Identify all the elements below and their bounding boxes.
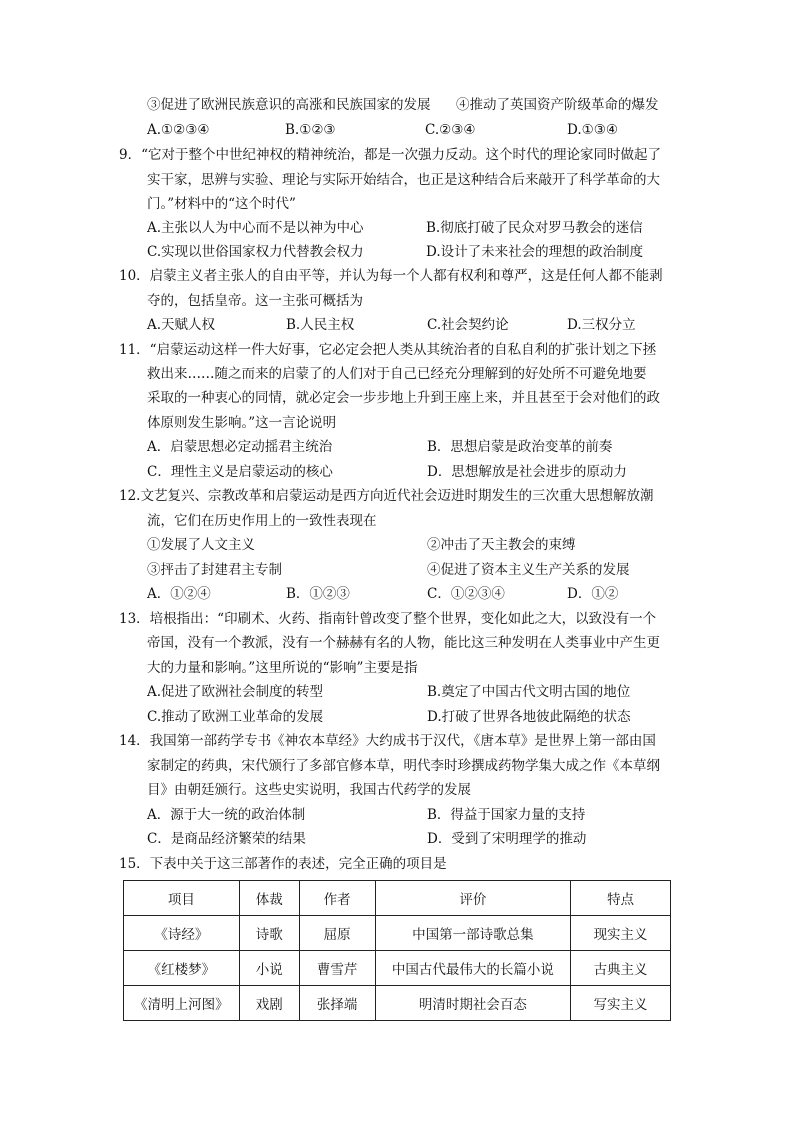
q8-option-d: D.①③④ [567,122,618,138]
q13-stem-line-1: 13．培根指出：“印刷术、火药、指南针曾改变了整个世界，变化如此之大，以致没有一个 [119,611,657,627]
q9-option-c: C.实现以世俗国家权力代替教会权力 [147,244,364,260]
q12-statement-1: ①发展了人文主义 [147,537,255,553]
q8-option-b: B.①②③ [285,122,336,138]
q13-option-c: C.推动了欧洲工业革命的发展 [147,709,324,725]
table-cell: 中国第一部诗歌总集 [375,916,571,951]
table-cell: 屈原 [299,916,375,951]
q13-option-d: D.打破了世界各地彼此隔绝的状态 [427,709,631,725]
q14-stem-line-1: 14．我国第一部药学专书《神农本草经》大约成书于汉代，《唐本草》是世界上第一部由国 [119,733,656,749]
q13-option-b: B.奠定了中国古代文明古国的地位 [427,684,631,700]
q11-option-b: B．思想启蒙是政治变革的前奏 [427,439,613,455]
q9-option-a: A.主张以人为中心而不是以神为中心 [147,220,364,236]
q10-option-c: C.社会契约论 [427,317,509,333]
works-table [123,880,671,1021]
table-header-row [124,881,671,916]
header-author: 作者 [299,881,375,916]
q11-option-a: A．启蒙思想必定动摇君主统治 [147,439,333,455]
table-cell: 《清明上河图》 [124,986,240,1021]
q11-option-c: C．理性主义是启蒙运动的核心 [147,464,333,480]
header-genre: 体裁 [239,881,299,916]
q8-option-a: A.①②③④ [147,122,210,138]
q10-stem-line-2: 夺的，包括皇帝。这一主张可概括为 [147,293,363,309]
q14-stem-line-3: 目》由朝廷颁行。这些史实说明，我国古代药学的发展 [147,782,471,798]
table-cell: 中国古代最伟大的长篇小说 [375,951,571,986]
table-cell: 戏剧 [239,986,299,1021]
q12-statement-4: ④促进了资本主义生产关系的发展 [427,562,630,578]
q9-option-d: D.设计了未来社会的理想的政治制度 [426,244,644,260]
table-cell: 《诗经》 [124,916,240,951]
table-cell: 古典主义 [571,951,671,986]
table-cell: 《红楼梦》 [124,951,240,986]
q13-stem-line-3: 大的力量和影响。”这里所说的“影响”主要是指 [147,660,418,676]
table-cell: 明清时期社会百态 [375,986,571,1021]
q10-option-a: A.天赋人权 [147,317,216,333]
q8-statement-3: ③促进了欧洲民族意识的高涨和民族国家的发展 [147,97,431,113]
q8-option-c: C.②③④ [425,122,476,138]
q11-stem-line-3: 采取的一种衷心的同情，就必定会一步步地上升到王座上来，并且甚至于会对他们的政 [147,390,660,406]
q12-option-c: C．①②③④ [427,586,505,602]
q12-statement-3: ③抨击了封建君主专制 [147,562,282,578]
q12-option-a: A．①②④ [147,586,211,602]
q10-stem-line-1: 10．启蒙主义者主张人的自由平等，并认为每一个人都有权利和尊严，这是任何人都不能剥 [119,268,663,284]
q10-option-b: B.人民主权 [286,317,355,333]
table-row [124,916,671,951]
q11-stem-line-1: 11．“启蒙运动这样一件大好事，它必定会把人类从其统治者的自私自利的扩张计划之下拯 [119,342,657,358]
q14-option-d: D．受到了宋明理学的推动 [427,831,587,847]
q12-option-d: D．①② [567,586,619,602]
q12-statement-2: ②冲击了天主教会的束缚 [427,537,576,553]
header-item: 项目 [124,881,240,916]
q13-option-a: A.促进了欧洲社会制度的转型 [147,684,324,700]
table-row [124,986,671,1021]
q11-stem-line-2: 救出来……随之而来的启蒙了的人们对于自己已经充分理解到的好处所不可避免地要 [147,366,647,382]
q13-stem-line-2: 帝国，没有一个教派，没有一个赫赫有名的人物，能比这三种发明在人类事业中产生更 [147,635,660,651]
q10-option-d: D.三权分立 [567,317,636,333]
table-cell: 曹雪芹 [299,951,375,986]
q11-option-d: D．思想解放是社会进步的原动力 [427,464,627,480]
header-feature: 特点 [571,881,671,916]
q8-statement-4: ④推动了英国资产阶级革命的爆发 [456,97,659,113]
table-row [124,951,671,986]
q12-option-b: B．①②③ [286,586,350,602]
table-cell: 小说 [239,951,299,986]
q14-option-b: B．得益于国家力量的支持 [427,807,586,823]
q12-stem-line-1: 12.文艺复兴、宗教改革和启蒙运动是西方向近代社会迈进时期发生的三次重大思想解放潮 [119,488,654,504]
q9-stem-line-3: 门。”材料中的“这个时代” [147,196,296,212]
table-cell: 现实主义 [571,916,671,951]
q14-stem-line-2: 家制定的药典，宋代颁行了多部官修本草，明代李时珍撰成药物学集大成之作《本草纲 [147,758,660,774]
q14-option-c: C．是商品经济繁荣的结果 [147,831,306,847]
header-evaluation: 评价 [375,881,571,916]
table-cell: 张择端 [299,986,375,1021]
table-cell: 诗歌 [239,916,299,951]
q9-option-b: B.彻底打破了民众对罗马教会的迷信 [426,220,643,236]
q9-stem-line-2: 实干家，思辨与实验、理论与实际开始结合，也正是这种结合后来敲开了科学革命的大 [147,172,660,188]
q12-stem-line-2: 流，它们在历史作用上的一致性表现在 [147,513,377,529]
q15-stem: 15．下表中关于这三部著作的表述，完全正确的项目是 [119,856,447,872]
table-cell: 写实主义 [571,986,671,1021]
q9-stem-line-1: 9．“它对于整个中世纪神权的精神统治，都是一次强力反动。这个时代的理论家同时做起了 [119,147,661,163]
q11-stem-line-4: 体原则发生影响。”这一言论说明 [147,415,337,431]
q14-option-a: A．源于大一统的政治体制 [147,807,306,823]
